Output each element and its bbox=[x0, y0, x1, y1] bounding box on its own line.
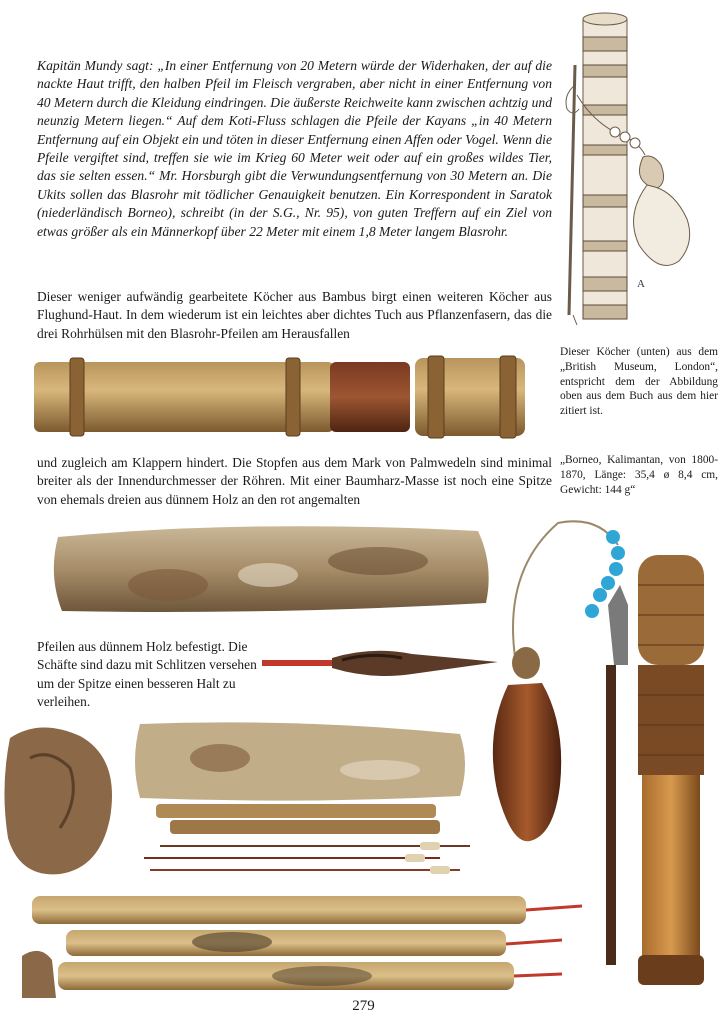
bamboo-quiver-photo bbox=[30, 352, 530, 440]
paragraph-part1: Dieser weniger aufwändig gearbeitete Köcher aus Bambus birgt einen weiteren Köcher aus Flughund-Haut. In dem wiederum ist ein leichtes aber dichtes Tuch aus Pflanzenfasern, das die drei Rohrhülsen mit den Blasrohr-Pfeilen am Herausfallen bbox=[37, 289, 552, 341]
caption-museum: Dieser Köcher (unten) aus dem „British Museum, London“, entspricht dem der Abbildung oben aus dem Buch aus dem hier zitiert ist. bbox=[560, 346, 718, 418]
paragraph-part3: Pfeilen aus dünnem Holz befestigt. Die Schäfte sind dazu mit Schlitzen versehen um der Spitze einen besseren Halt zu verleihen. bbox=[37, 639, 257, 710]
contents-photo bbox=[0, 718, 485, 898]
bamboo-tubes-photo bbox=[22, 890, 582, 998]
caption-details: „Borneo, Kalimantan, von 1800-1870, Länge: 35,4 ø 8,4 cm, Gewicht: 144 g“ bbox=[560, 454, 718, 496]
quiver-drawing bbox=[555, 5, 725, 327]
page-number: 279 bbox=[352, 998, 375, 1014]
skin-quiver-photo bbox=[48, 515, 498, 621]
paragraph-part2: und zugleich am Klappern hindert. Die Stopfen aus dem Mark von Palmwedeln sind minimal breiter als der Innendurchmesser der Röhren. Mit einer Baumharz-Masse ist noch eine Spitze von ehemals dreien aus dünnem Holz an den rot angemalten bbox=[37, 455, 552, 507]
dart-tip-photo bbox=[262, 640, 504, 686]
quote-paragraph: Kapitän Mundy sagt: „In einer Entfernung von 20 Metern würde der Widerhaken, der auf die nackte Haut trifft, den halben Pfeil im Fleisch vergraben, aber nicht in einer Entfernung von 40 Metern durch die Kleidung eindringen. Die äußerste Reichweite kann zwischen achtzig und neunzig Metern liegen.“ Auf dem Koti-Fluss schlagen die Pfeile der Kayans „in 40 Metern Entfernung auf ein Objekt ein und töten in dieser Entfernung einen Affen oder Vogel. Wenn die Pfeile vergiftet sind, treffen sie wie im Krieg 60 Meter weit oder auf ein großes wildes Tier, das sie selten essen.“ Mr. Horsburgh gibt die Verwundungsentfernung von 30 Metern an. Die Ukits sollen das Blasrohr mit tödlicher Genauigkeit benutzen. Ein Korrespondent in Saratok (niederländisch Borneo), schreibt (in der S.G., Nr. 95), von guten Treffern auf ein Ziel von etwas größer als ein Männerkopf über 22 Meter mit einem 1,8 Meter langem Blasrohr. bbox=[37, 58, 552, 239]
drawing-label: A bbox=[637, 278, 645, 290]
